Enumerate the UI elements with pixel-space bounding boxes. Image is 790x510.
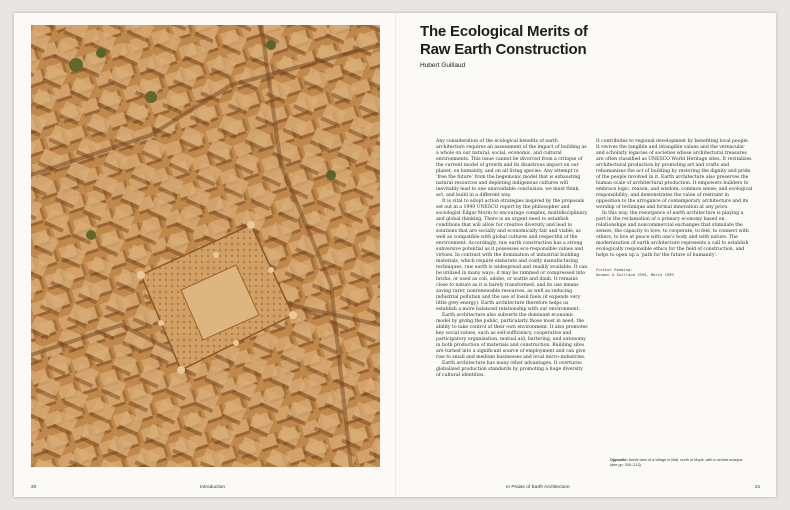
left-running-head: Introduction xyxy=(200,485,226,490)
paragraph: Earth architecture has many other advantages. It overturns globalized production standards by promoting a huge diversity of cultural identities. xyxy=(436,361,583,378)
paragraph: It is vital to adopt action strategies inspired by the proposals set out in a 1999 UNESCO report by the philosopher and sociologist Edgar Morin to encourage complex, multidisciplinary, and global thinking. There is an urgent need to establish conditions that will allow for creative diversity and lead to solutions that are socially and economically fair and viable, as well as compatible with global cultures and respectful of the environment. Accordingly, raw earth construction has a strong subversive potential as it possesses eco-responsible values and virtues. In contrast with the domination of industrial building materials, which require elaborate and costly manufacturing techniques, raw earth is widespread and readily available. It can be utilized in many ways: it may be rammed or compressed into bricks, or used as cob, adobe, or wattle and daub. It remains close to nature as it is barely transformed, and its use means saving rarer, nonrenewable resources, as well as reducing industrial pollution and the use of fossil fuels (it expends very little grey energy). Earth architecture therefore helps us establish a more balanced relationship with our environment. xyxy=(436,199,588,312)
further-reading-refs: Houben & Guillaud 1994, Morin 1999 xyxy=(596,272,674,278)
further-reading-label: Further Reading: xyxy=(596,267,633,272)
author-name: Hubert Guillaud xyxy=(420,62,466,69)
photo-caption xyxy=(610,458,750,468)
aerial-village-photo xyxy=(31,25,380,467)
left-page-number: 20 xyxy=(31,485,37,490)
book-spread xyxy=(14,13,776,497)
page-gutter xyxy=(395,13,396,497)
body-column-right xyxy=(596,139,754,277)
paragraph: It contributes to regional development by benefiting local people. It revives the tangible and intangible values and the vernacular and scholarly legacies of societies whose architectural treasures are often classified as UNESCO World Heritage sites. It revitalizes architectural production by promoting art and crafts and rehumanizes the act of building by restoring the dignity and pride of the people involved in it. Earth architecture also preserves the human scale of architectural production. It empowers builders to embrace logic, reason, and wisdom; common sense; and ecological responsibility; and demonstrates the value of restraint in opposition to the arrogance of contemporary architecture and its worship of technique and formal innovation at any price. xyxy=(596,139,753,210)
right-running-head: In Praise of Earth Architecture xyxy=(506,485,570,490)
paragraph: In this way, the resurgence of earth architecture is playing a part in the reclamation of a primary economy based on relationships and noncommercial exchanges that stimulate the senses, the capacity to love, to cooperate, to feel, to connect with others, to live at peace with one’s body and with nature. The modernization of earth architecture represents a call to establish ecologically responsible ethics for the field of construction, and helps to open up a ‘path for the future of humanity’. xyxy=(596,211,749,258)
right-page-number: 21 xyxy=(755,485,761,490)
title-line-1: The Ecological Merits of xyxy=(420,23,588,40)
paragraph: Earth architecture also subverts the dominant economic model by giving the public, particularly those most in need, the ability to take control of their own environment. It also promotes key social values, such as self-sufficiency, cooperative and participatory organization, mutual aid, bartering, and autonomy in both production of materials and construction. Building sites are turned into a significant source of employment and can give rise to small and medium businesses and local micro-industries. xyxy=(436,313,588,360)
body-column-left xyxy=(436,139,588,379)
caption-text: Aerial view of a village in Mali, north of Mopti, with a central mosque (see pp. 200–213). xyxy=(610,458,743,467)
article-title xyxy=(420,23,720,59)
further-reading xyxy=(596,267,754,277)
caption-label: Opposite: xyxy=(610,458,628,462)
paragraph: Any consideration of the ecological benefits of earth architecture requires an assessment of the impact of building as a whole on our natural, social, economic, and cultural environments. This issue cannot be divorced from a critique of the current model of growth and its disastrous impact on our planet, on humanity, and on all living species. Any attempt to ‘free the future’ from the hegemonic model that is exhausting natural resources and depleting indigenous cultures will inevitably lead to one unavoidable conclusion: we must think, act, and build in a different way. xyxy=(436,139,587,198)
title-line-2: Raw Earth Construction xyxy=(420,41,587,58)
aerial-village-image xyxy=(31,25,380,467)
